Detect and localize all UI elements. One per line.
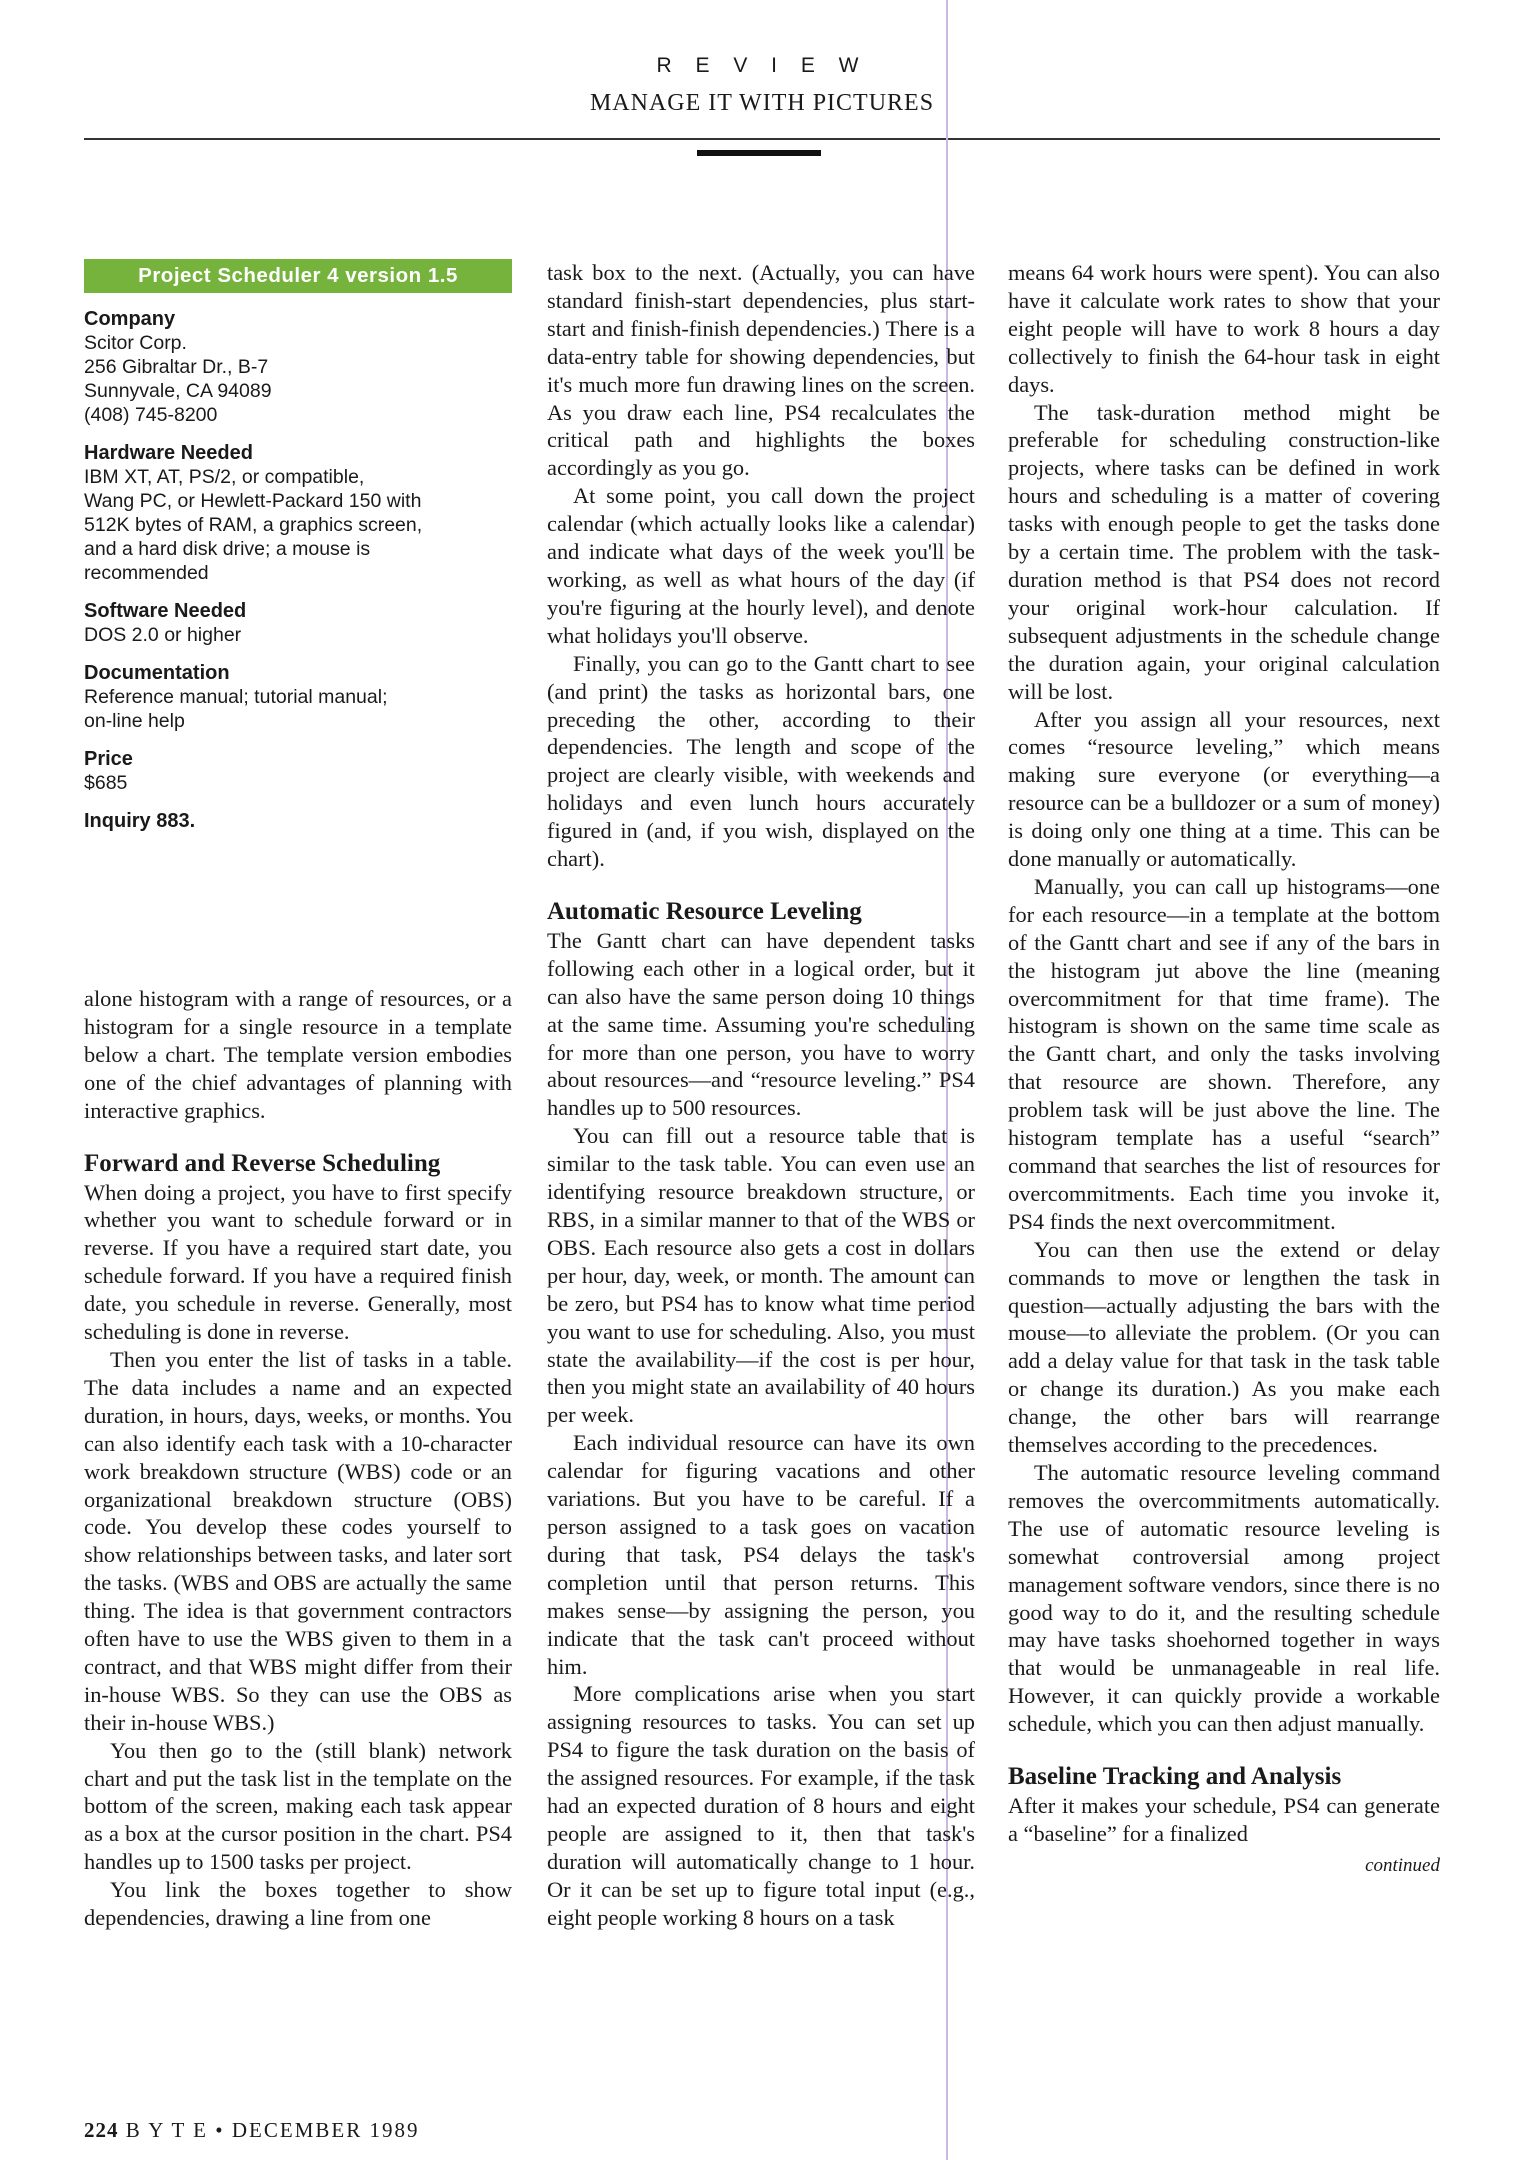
info-line: Reference manual; tutorial manual;	[84, 686, 388, 708]
info-heading: Software Needed	[84, 600, 247, 622]
info-line: DOS 2.0 or higher	[84, 624, 242, 646]
paragraph: task box to the next. (Actually, you can have standard finish-start dependencies, plus start-start and finish-finish dependencies.) There is a data-entry table for showing dependencies, but it's much more fun drawing lines on the screen. As you draw each line, PS4 recalculates the critical path and highlights the boxes accordingly as you go.	[547, 260, 975, 481]
paragraph: Manually, you can call up histograms—one for each resource—in a template at the bottom of the Gantt chart and see if any of the bars in the histogram jut above the line (meaning overcommitment for that time frame). The histogram is shown on the same time scale as the Gantt chart, and only the tasks involving that resource are shown. Therefore, any problem task will be just above the line. The histogram template has a useful “search” command that searches the list of resources for overcommitments. Each time you invoke it, PS4 finds the next overcommitment.	[1008, 873, 1440, 1234]
info-line: Wang PC, or Hewlett-Packard 150 with	[84, 490, 422, 512]
info-heading: Hardware Needed	[84, 442, 253, 464]
info-line: Sunnyvale, CA 94089	[84, 380, 272, 402]
paragraph: Then you enter the list of tasks in a table. The data includes a name and an expected duration, in hours, days, weeks, or months. You can also identify each task with a 10-character work breakdown structure (WBS) code or an organizational breakdown structure (OBS) code. You develop these codes yourself to show relationships between tasks, and later sort the tasks. (WBS and OBS are actually the same thing. The idea is that government contractors often have to use the WBS given to them in a contract, and that WBS might differ from their in-house WBS. So they can use the OBS as their in-house WBS.)	[84, 1346, 512, 1735]
info-heading: Documentation	[84, 662, 230, 684]
section-heading: Baseline Tracking and Analysis	[1008, 1763, 1342, 1791]
paragraph: The automatic resource leveling command removes the overcommitments automatically. The use of automatic resource leveling is somewhat controversial among project management software vendors, since there is no good way to do it, and the resulting schedule may have tasks shoehorned together in ways that would be unmanageable in real life. However, it can quickly provide a workable schedule, which you can then adjust manually.	[1008, 1459, 1440, 1737]
info-software	[84, 599, 512, 647]
paragraph: When doing a project, you have to first specify whether you want to schedule forward or in reverse. If you have a required start date, you schedule forward. If you have a required finish date, you schedule in reverse. Generally, most scheduling is done in reverse.	[84, 1179, 512, 1345]
info-line: 512K bytes of RAM, a graphics screen,	[84, 514, 423, 536]
paragraph: You then go to the (still blank) network chart and put the task list in the template on the bottom of the screen, making each task appear as a box at the cursor position in the chart. PS4 handles up to 1500 tasks per project.	[84, 1737, 512, 1875]
section-kicker: R E V I E W	[656, 54, 868, 77]
paragraph: You can fill out a resource table that is similar to the task table. You can even use an identifying resource breakdown structure, or RBS, in a similar manner to that of the WBS or OBS. Each resource also gets a cost in dollars per hour, day, week, or month. The amount can be zero, but PS4 has to know what time period you want to use for scheduling. Also, you must state the availability—if the cost is per hour, then you might state an availability of 40 hours per week.	[547, 1123, 975, 1428]
info-line: $685	[84, 772, 128, 794]
product-banner: Project Scheduler 4 version 1.5	[84, 259, 512, 293]
paragraph: More complications arise when you start assigning resources to tasks. You can set up PS4 to figure the task duration on the basis of the assigned resources. For example, if the task had an expected duration of 8 hours and eight people are assigned to it, then that task's duration will automatically change to 1 hour. Or it can be set up to figure total input (e.g., eight people working 8 hours on a task	[547, 1681, 975, 1930]
info-price	[84, 747, 512, 795]
info-hardware	[84, 441, 512, 585]
page-header	[84, 54, 1440, 117]
page-footer	[84, 2118, 419, 2143]
header-accent-bar	[697, 150, 821, 156]
column-2	[547, 259, 975, 1932]
paragraph: You link the boxes together to show dependencies, drawing a line from one	[84, 1877, 512, 1931]
info-heading: Company	[84, 308, 176, 330]
paragraph: After you assign all your resources, next comes “resource leveling,” which means making sure everyone (or everything—a resource can be a bulldozer or a sum of money) is doing only one thing at a time. This can be done manually or automatically.	[1008, 706, 1440, 872]
info-line: and a hard disk drive; a mouse is	[84, 538, 371, 560]
paragraph: After it makes your schedule, PS4 can generate a “baseline” for a finalized	[1008, 1793, 1440, 1846]
publication-line: B Y T E • DECEMBER 1989	[125, 2118, 420, 2142]
info-heading: Price	[84, 748, 133, 770]
info-line: recommended	[84, 562, 209, 584]
paragraph: The Gantt chart can have dependent tasks following each other in a logical order, but it can also have the same person doing 10 things at the same time. Assuming you're scheduling for more than one person, you have to worry about resources—and “resource leveling.” PS4 handles up to 500 resources.	[547, 927, 975, 1121]
info-line: on-line help	[84, 710, 185, 732]
page-number: 224	[84, 2118, 119, 2142]
paragraph: alone histogram with a range of resources, or a histogram for a single resource in a template below a chart. The template version embodies one of the chief advantages of planning with interactive graphics.	[84, 986, 512, 1123]
info-line: (408) 745-8200	[84, 404, 218, 426]
continued-note: continued	[1365, 1854, 1440, 1876]
info-inquiry	[84, 809, 512, 833]
info-documentation	[84, 661, 512, 733]
section-heading: Forward and Reverse Scheduling	[84, 1149, 441, 1177]
paragraph: Each individual resource can have its own calendar for figuring vacations and other variations. But you have to be careful. If a person assigned to a task goes on vacation during that task, PS4 delays the task's completion until that person returns. This makes sense—by assigning the person, you indicate that the task can't proceed without him.	[547, 1430, 975, 1679]
paragraph: Finally, you can go to the Gantt chart to see (and print) the tasks as horizontal bars, one preceding the other, according to their dependencies. The length and scope of the project are clearly visible, with weekends and holidays and even lunch hours accurately figured in (and, if you wish, displayed on the chart).	[547, 650, 975, 872]
product-info-box	[84, 259, 512, 833]
paragraph: At some point, you call down the project calendar (which actually looks like a calendar) and indicate what days of the week you'll be working, as well as what hours of the day (if you're figuring at the hourly level), and denote what holidays you'll observe.	[547, 483, 975, 648]
info-company	[84, 307, 512, 427]
info-line: Scitor Corp.	[84, 332, 187, 354]
paragraph: The task-duration method might be preferable for scheduling construction-like projects, where tasks can be defined in work hours and scheduling is a matter of covering tasks with enough people to get the tasks done by a certain time. The problem with the task-duration method is that PS4 does not record your original work-hour calculation. If subsequent adjustments in the schedule change the duration again, your original calculation will be lost.	[1008, 399, 1440, 704]
running-title: MANAGE IT WITH PICTURES	[589, 90, 935, 116]
paragraph: means 64 work hours were spent). You can also have it calculate work rates to show that your eight people will have to work 8 hours a day collectively to finish the 64-hour task in eight days.	[1008, 260, 1440, 397]
info-heading: Inquiry 883.	[84, 810, 196, 832]
column-1	[84, 985, 512, 1932]
paragraph: You can then use the extend or delay commands to move or lengthen the task in question—actually adjusting the bars with the mouse—to alleviate the problem. (Or you can add a delay value for that task in the task table or change its duration.) As you make each change, the other bars will rearrange themselves according to the precedences.	[1008, 1236, 1440, 1458]
header-rule	[84, 138, 1440, 140]
column-3	[1008, 259, 1440, 1880]
info-line: IBM XT, AT, PS/2, or compatible,	[84, 466, 365, 488]
section-heading: Automatic Resource Leveling	[547, 897, 862, 925]
info-line: 256 Gibraltar Dr., B-7	[84, 356, 269, 378]
